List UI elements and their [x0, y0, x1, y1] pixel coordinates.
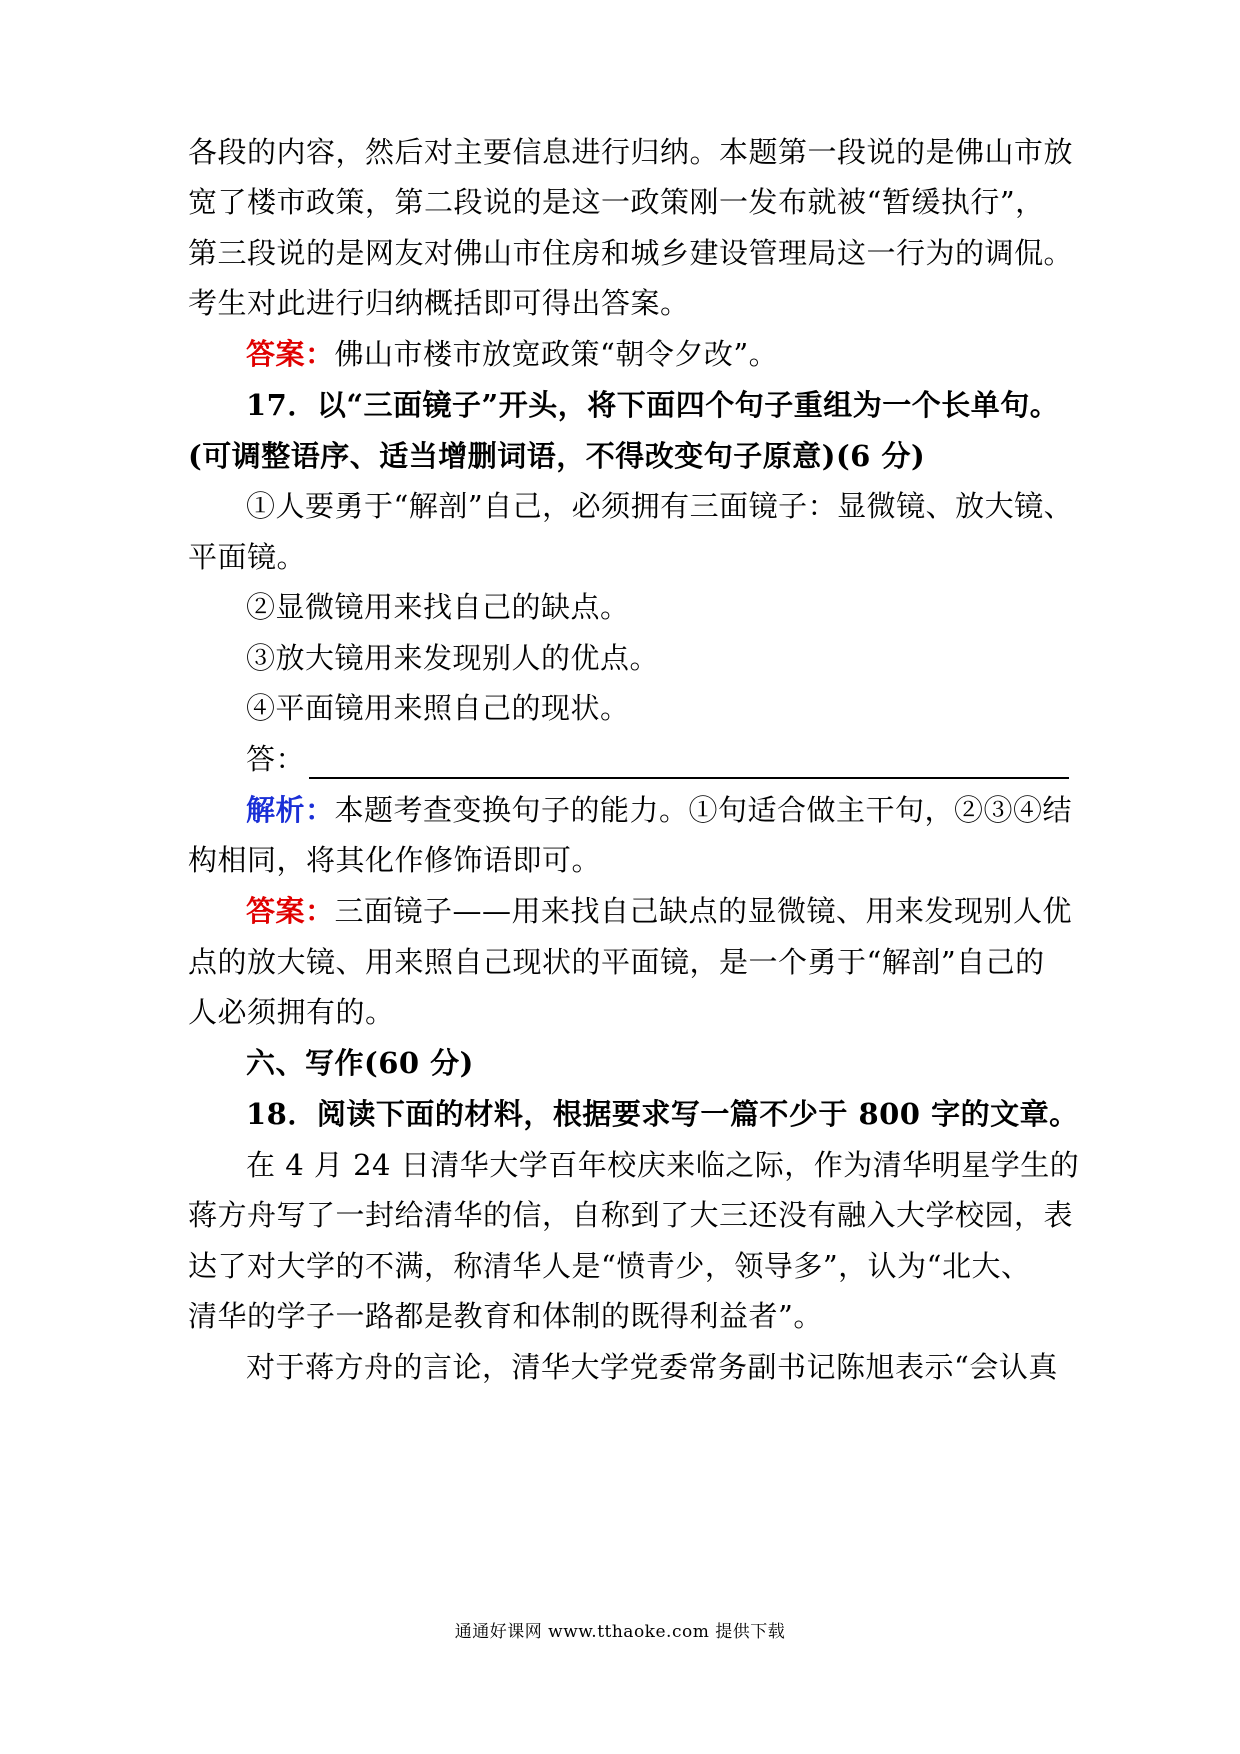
page-footer: 通通好课网 www.tthaoke.com 提供下载 — [454, 1622, 786, 1642]
question-17-title: 17．以“三面镜子”开头，将下面四个句子重组为一个长单句。 — [246, 388, 1060, 422]
question-17-instructions: (可调整语序、适当增删词语，不得改变句子原意)(6 分) — [188, 439, 926, 473]
sentence-3: ③放大镜用来发现别人的优点。 — [246, 641, 660, 675]
material-paragraph-line: 在 4 月 24 日清华大学百年校庆来临之际，作为清华明星学生的 — [246, 1148, 1080, 1182]
section-heading-writing: 六、写作(60 分) — [246, 1046, 474, 1080]
analysis-17-continued: 构相同，将其化作修饰语即可。 — [188, 843, 602, 877]
answer-text: 佛山市楼市放宽政策“朝令夕改”。 — [334, 337, 779, 371]
answer-16 — [246, 334, 1058, 374]
paragraph-line: 各段的内容，然后对主要信息进行归纳。本题第一段说的是佛山市放 — [188, 135, 1074, 169]
analysis-17 — [246, 790, 1073, 830]
answer-blank-row — [246, 739, 1058, 779]
sentence-1: ①人要勇于“解剖”自己，必须拥有三面镜子：显微镜、放大镜、 — [246, 489, 1074, 523]
analysis-label: 解析： — [246, 793, 335, 827]
answer-blank-line[interactable] — [309, 751, 1069, 779]
analysis-text: 本题考查变换句子的能力。①句适合做主干句，②③④结 — [334, 793, 1073, 827]
answer-17 — [246, 891, 1073, 931]
answer-17-continued: 点的放大镜、用来照自己现状的平面镜，是一个勇于“解剖”自己的 — [188, 945, 1045, 979]
material-paragraph-line: 达了对大学的不满，称清华人是“愤青少，领导多”，认为“北大、 — [188, 1249, 1031, 1283]
material-paragraph-line: 蒋方舟写了一封给清华的信，自称到了大三还没有融入大学校园，表 — [188, 1198, 1074, 1232]
paragraph-line: 宽了楼市政策，第二段说的是这一政策刚一发布就被“暂缓执行”， — [188, 185, 1045, 219]
sentence-2: ②显微镜用来找自己的缺点。 — [246, 590, 630, 624]
material-paragraph-line: 清华的学子一路都是教育和体制的既得利益者”。 — [188, 1299, 823, 1333]
answer-17-continued: 人必须拥有的。 — [188, 995, 395, 1029]
paragraph-line: 第三段说的是网友对佛山市住房和城乡建设管理局这一行为的调侃。 — [188, 236, 1074, 270]
question-18-title: 18．阅读下面的材料，根据要求写一篇不少于 800 字的文章。 — [246, 1097, 1079, 1131]
answer-prompt: 答： — [246, 742, 306, 776]
answer-text: 三面镜子——用来找自己缺点的显微镜、用来发现别人优 — [334, 894, 1073, 928]
material-paragraph-line: 对于蒋方舟的言论，清华大学党委常务副书记陈旭表示“会认真 — [246, 1350, 1058, 1384]
answer-label: 答案： — [246, 337, 335, 371]
paragraph-line: 考生对此进行归纳概括即可得出答案。 — [188, 286, 690, 320]
answer-label: 答案： — [246, 894, 335, 928]
sentence-4: ④平面镜用来照自己的现状。 — [246, 691, 630, 725]
sentence-1-continued: 平面镜。 — [188, 540, 307, 574]
